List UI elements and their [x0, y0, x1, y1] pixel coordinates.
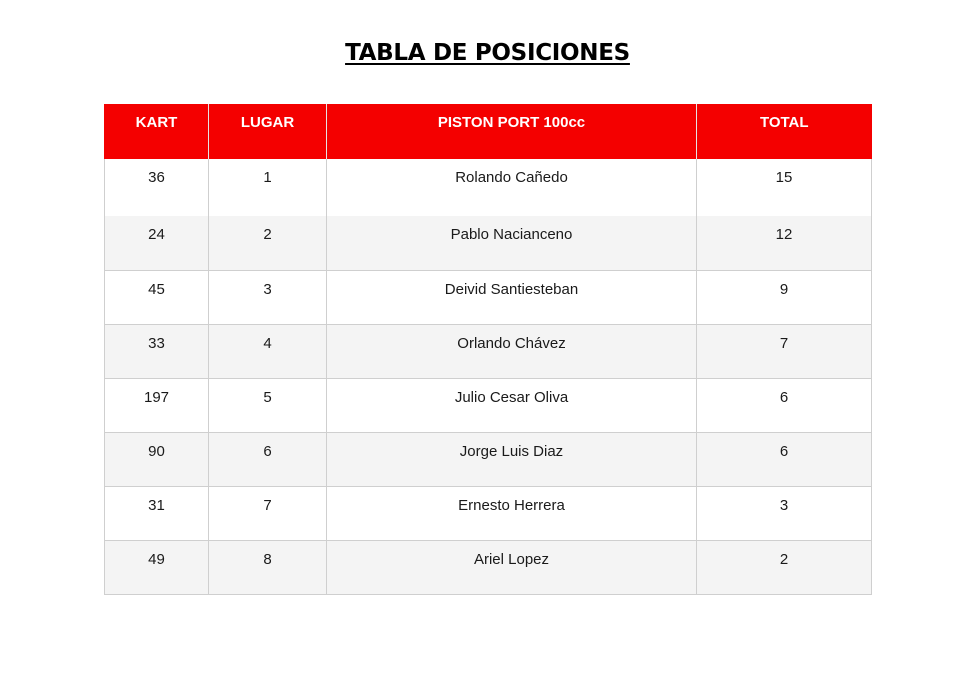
cell-kart: 33: [105, 324, 209, 378]
header-lugar: LUGAR: [209, 104, 327, 159]
cell-kart: 24: [105, 216, 209, 270]
cell-lugar: 1: [209, 159, 327, 216]
cell-total: 12: [697, 216, 872, 270]
cell-kart: 197: [105, 378, 209, 432]
cell-total: 3: [697, 486, 872, 540]
cell-piloto: Ariel Lopez: [327, 540, 697, 594]
table-row: [105, 159, 872, 216]
table-row: [105, 378, 872, 432]
cell-lugar: 3: [209, 270, 327, 324]
cell-total: 15: [697, 159, 872, 216]
cell-kart: 90: [105, 432, 209, 486]
cell-piloto: Pablo Nacianceno: [327, 216, 697, 270]
table-row: [105, 270, 872, 324]
cell-piloto: Orlando Chávez: [327, 324, 697, 378]
cell-lugar: 5: [209, 378, 327, 432]
cell-lugar: 6: [209, 432, 327, 486]
table-row: [105, 540, 872, 594]
cell-lugar: 7: [209, 486, 327, 540]
cell-piloto: Rolando Cañedo: [327, 159, 697, 216]
cell-kart: 45: [105, 270, 209, 324]
header-piloto: PISTON PORT 100cc: [327, 104, 697, 159]
cell-kart: 31: [105, 486, 209, 540]
cell-total: 2: [697, 540, 872, 594]
cell-total: 6: [697, 432, 872, 486]
cell-piloto: Jorge Luis Diaz: [327, 432, 697, 486]
header-total: TOTAL: [697, 104, 872, 159]
table-header-row: [105, 104, 872, 159]
table-row: [105, 432, 872, 486]
cell-lugar: 4: [209, 324, 327, 378]
cell-total: 7: [697, 324, 872, 378]
table-row: [105, 324, 872, 378]
cell-total: 6: [697, 378, 872, 432]
cell-lugar: 2: [209, 216, 327, 270]
cell-piloto: Julio Cesar Oliva: [327, 378, 697, 432]
cell-kart: 49: [105, 540, 209, 594]
cell-piloto: Ernesto Herrera: [327, 486, 697, 540]
cell-kart: 36: [105, 159, 209, 216]
table-row: [105, 486, 872, 540]
cell-piloto: Deivid Santiesteban: [327, 270, 697, 324]
page-title: TABLA DE POSICIONES: [345, 40, 630, 66]
table-row: [105, 216, 872, 270]
cell-total: 9: [697, 270, 872, 324]
standings-table: [104, 104, 872, 595]
header-kart: KART: [105, 104, 209, 159]
cell-lugar: 8: [209, 540, 327, 594]
